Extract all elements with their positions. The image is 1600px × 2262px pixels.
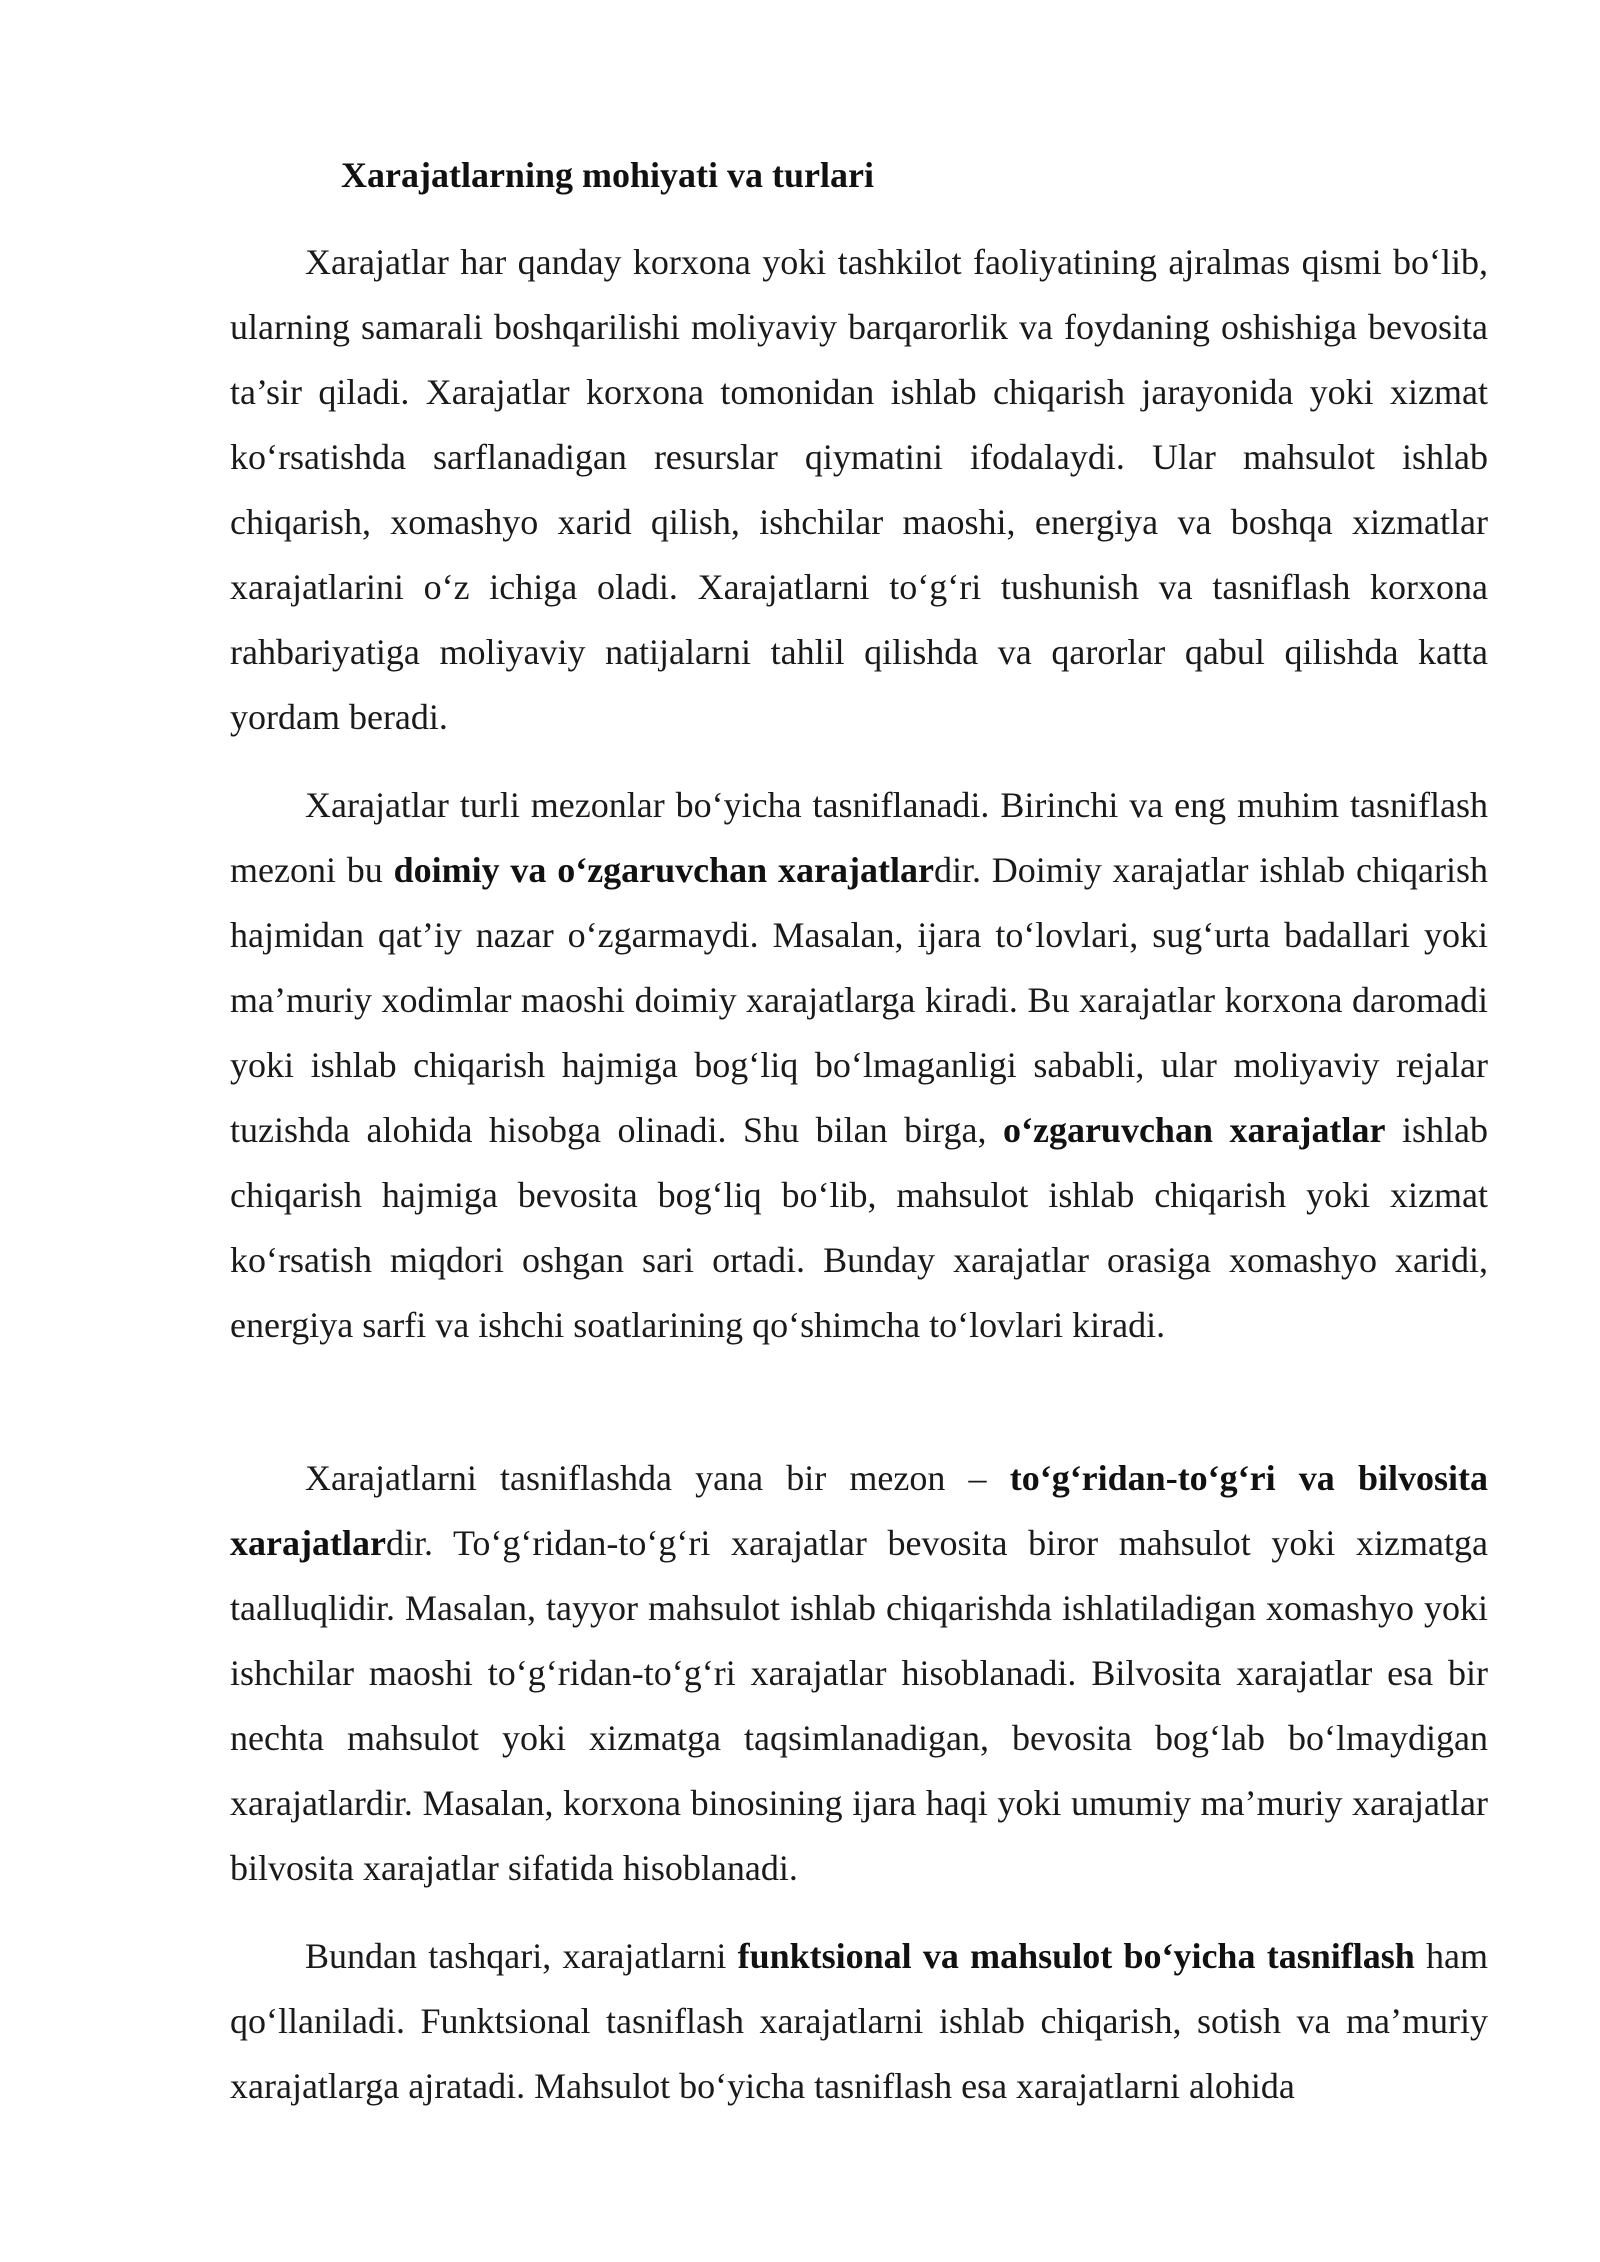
- bold-term: doimiy va o‘zgaruvchan xarajatlar: [393, 850, 934, 890]
- paragraph-1: [230, 230, 1488, 750]
- paragraph-text: Xarajatlarni tasniflashda yana bir mezon –: [305, 1458, 1010, 1498]
- bold-term: o‘zgaruvchan xarajatlar: [1002, 1110, 1386, 1150]
- paragraph-text: ham qo‘llaniladi. Funktsional tasniflash xarajatlarni ishlab chiqarish, sotish va ma’muriy xarajatlarga ajratadi. Mahsulot bo‘yicha tasniflash esa xarajatlarni alohida: [230, 1936, 1488, 2106]
- paragraph-4: [230, 1924, 1488, 2119]
- document-title: Xarajatlarning mohiyati va turlari: [341, 155, 874, 195]
- bold-term: to‘g‘ridan-to‘g‘ri va bilvosita xarajatlar: [230, 1458, 1488, 1563]
- bold-term: funktsional va mahsulot bo‘yicha tasniflash: [737, 1936, 1415, 1976]
- paragraph-text: Xarajatlar har qanday korxona yoki tashkilot faoliyatining ajralmas qismi bo‘lib, ularning samarali boshqarilishi moliyaviy barqarorlik va foydaning oshishiga bevosita ta’sir qiladi. Xarajatlar korxona tomonidan ishlab chiqarish jarayonida yoki xizmat ko‘rsatishda sarflanadigan resurslar qiymatini ifodalaydi. Ular mahsulot ishlab chiqarish, xomashyo xarid qilish, ishchilar maoshi, energiya va boshqa xizmatlar xarajatlarini o‘z ichiga oladi. Xarajatlarni to‘g‘ri tushunish va tasniflash korxona rahbariyatiga moliyaviy natijalarni tahlil qilishda va qarorlar qabul qilishda katta yordam beradi.: [230, 242, 1488, 737]
- paragraph-text: Xarajatlar turli mezonlar bo‘yicha tasniflanadi. Birinchi va eng muhim tasniflash mezoni bu: [230, 785, 1488, 890]
- paragraph-text: ishlab chiqarish hajmiga bevosita bog‘liq bo‘lib, mahsulot ishlab chiqarish yoki xizmat ko‘rsatish miqdori oshgan sari ortadi. Bunday xarajatlar orasiga xomashyo xaridi, energiya sarfi va ishchi soatlarining qo‘shimcha to‘lovlari kiradi.: [230, 1110, 1488, 1345]
- paragraph-text: dir. To‘g‘ridan-to‘g‘ri xarajatlar bevosita biror mahsulot yoki xizmatga taalluqlidir. Masalan, tayyor mahsulot ishlab chiqarishda ishlatiladigan xomashyo yoki ishchilar maoshi to‘g‘ridan-to‘g‘ri xarajatlar hisoblanadi. Bilvosita xarajatlar esa bir nechta mahsulot yoki xizmatga taqsimlanadigan, bevosita bog‘lab bo‘lmaydigan xarajatlardir. Masalan, korxona binosining ijara haqi yoki umumiy ma’muriy xarajatlar bilvosita xarajatlar sifatida hisoblanadi.: [230, 1523, 1488, 1888]
- paragraph-text: Bundan tashqari, xarajatlarni: [305, 1936, 738, 1976]
- paragraph-3: [230, 1446, 1488, 1901]
- paragraph-text: dir. Doimiy xarajatlar ishlab chiqarish hajmidan qat’iy nazar o‘zgarmaydi. Masalan, ijara to‘lovlari, sug‘urta badallari yoki ma’muriy xodimlar maoshi doimiy xarajatlarga kiradi. Bu xarajatlar korxona daromadi yoki ishlab chiqarish hajmiga bog‘liq bo‘lmaganligi sababli, ular moliyaviy rejalar tuzishda alohida hisobga olinadi. Shu bilan birga,: [230, 850, 1489, 1150]
- paragraph-2: [230, 773, 1488, 1358]
